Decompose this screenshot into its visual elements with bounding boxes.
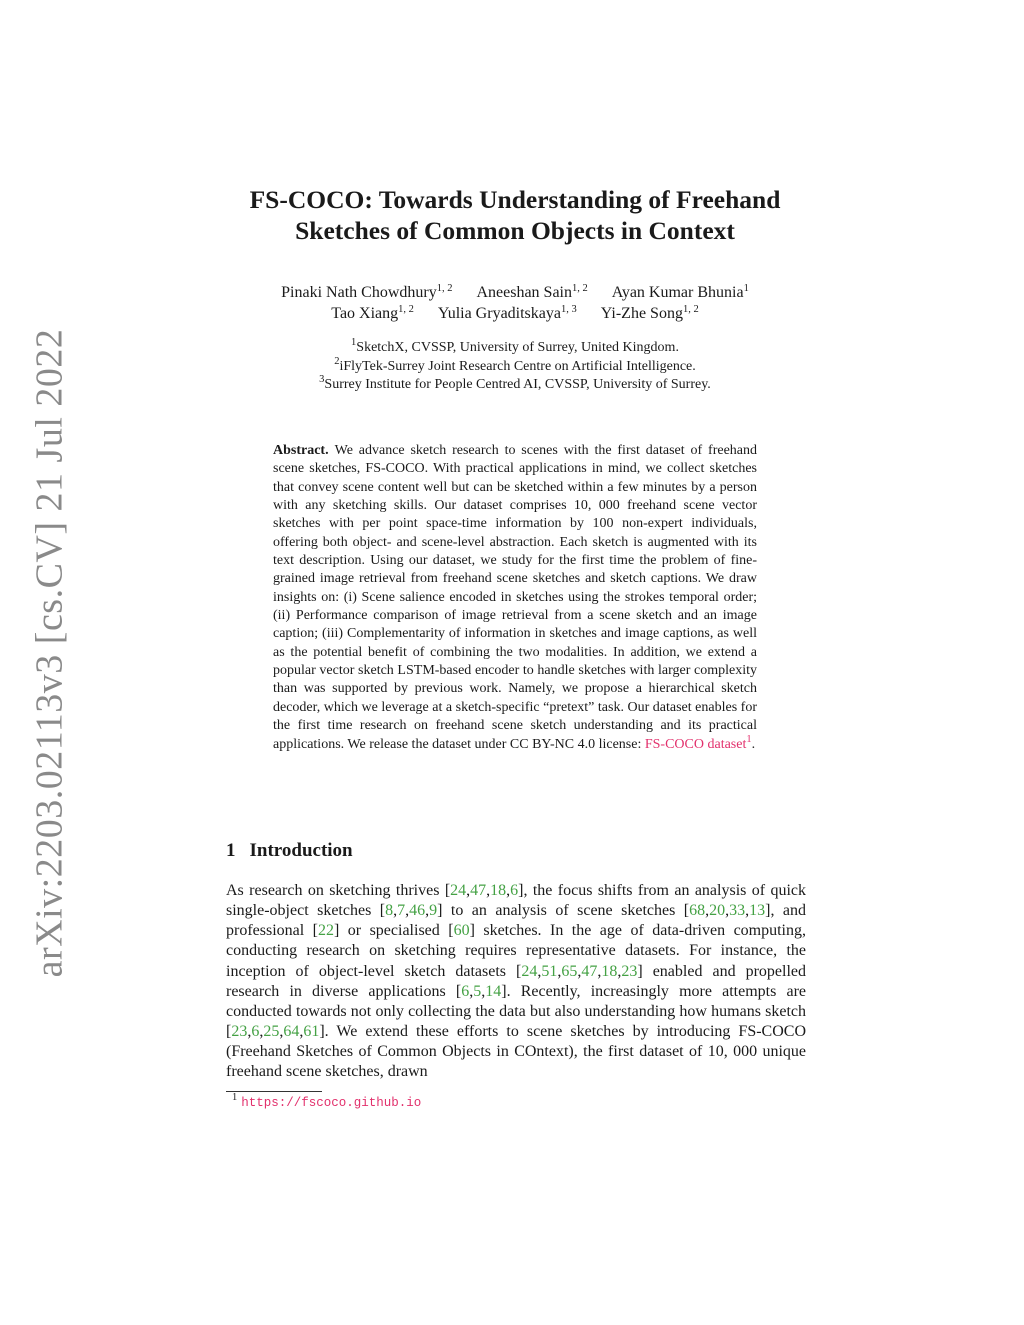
citation-link[interactable]: 46: [409, 902, 426, 920]
section-number: 1: [226, 840, 236, 861]
citation-link[interactable]: 25: [263, 1023, 280, 1041]
citation-group: 24,47,18,6: [450, 882, 519, 899]
citation-link[interactable]: 23: [621, 962, 638, 980]
footnote-url-link[interactable]: https://fscoco.github.io: [241, 1096, 422, 1110]
abstract: Abstract. We advance sketch research to scenes with the first dataset of freehand scene sketches, FS-COCO. With practical applications in mind, we collect sketches that convey scene content well but can be sketched within a few minutes by a person with any sketching skills. Our dataset comprises 10, 000 freehand scene vector sketches with per point space-time information by 100 non-expert individuals, offering both object- and scene-level abstraction. Each sketch is augmented with its text description. Using our dataset, we study for the first time the problem of fine-grained image retrieval from freehand scene sketches and sketch captions. We draw insights on: (i) Scene salience encoded in sketches using the strokes temporal order; (ii) Performance comparison of image retrieval from a scene sketch and an image caption; (iii) Complementarity of information in sketches and image captions, as well as the potential benefit of combining the two modalities. In addition, we extend a popular vector sketch LSTM-based encoder to handle sketches with larger complexity than was supported by previous work. Namely, we propose a hierarchical sketch decoder, which we leverage at a sketch-specific “pretext” task. Our dataset enables for the first time research on freehand scene sketch understanding and its practical applications. We release the dataset under CC BY-NC 4.0 license: FS-COCO dataset$^1$.: [273, 443, 757, 752]
author-list: [180, 282, 850, 324]
citation-link[interactable]: 18: [490, 882, 507, 899]
citation-group: 68,20,33,13: [689, 902, 766, 920]
section-heading-introduction: [226, 840, 353, 862]
citation-group: 6,5,14: [461, 982, 502, 1000]
section-title: Introduction: [249, 840, 353, 861]
citation-link[interactable]: 7: [397, 902, 406, 920]
arxiv-identifier-stamp: [28, 328, 71, 978]
citation-link[interactable]: 22: [318, 922, 334, 940]
footnote-number: 1: [232, 1092, 238, 1103]
citation-link[interactable]: 51: [541, 962, 558, 980]
affiliation-list: [180, 339, 850, 395]
citation-group: [318, 922, 334, 939]
citation-link[interactable]: 13: [749, 902, 766, 920]
citation-group: [454, 922, 470, 939]
footnote: [232, 1092, 422, 1110]
citation-link[interactable]: 23: [231, 1023, 248, 1041]
citation-link[interactable]: 68: [689, 902, 706, 920]
abstract-body: We advance sketch research to scenes with the first dataset of freehand scene sketches, FS-COCO. With practical applications in mind, we collect sketches that convey scene content well but can be sketched within a few minutes by a person with any sketching skills. Our dataset comprises 10, 000 freehand scene vector sketches with per point space-time information by 100 non-expert individuals, offering both object- and scene-level abstraction. Each sketch is augmented with its text description. Using our dataset, we study for the first time the problem of fine-grained image retrieval from freehand scene sketches and sketch captions. We draw insights on: (i) Scene salience encoded in sketches using the strokes temporal order; (ii) Performance comparison of image retrieval from a scene sketch and an image caption; (iii) Complementarity of information in sketches and image captions, as well as the potential benefit of combining the two modalities. In addition, we extend a popular vector sketch LSTM-based encoder to handle sketches with larger complexity than was supported by previous work. Namely, we propose a hierarchical sketch decoder, which we leverage at a sketch-specific “pretext” task. Our dataset enables for the first time research on freehand scene sketch understanding and its practical applications. We release the dataset under CC BY-NC 4.0 license:: [273, 443, 757, 752]
affiliation: $^2$iFlyTek-Surrey Joint Research Centre on Artificial Intelligence.: [334, 355, 696, 374]
affiliation: $^1$SketchX, CVSSP, University of Surrey, United Kingdom.: [351, 337, 679, 355]
citation-link[interactable]: 65: [561, 962, 578, 980]
citation-link[interactable]: 33: [729, 902, 746, 920]
citation-link[interactable]: 18: [601, 962, 618, 980]
citation-link[interactable]: 14: [485, 982, 502, 1000]
citation-link[interactable]: 8: [385, 902, 394, 920]
citation-link[interactable]: 9: [429, 902, 438, 920]
citation-link[interactable]: 61: [303, 1023, 320, 1041]
author: Tao Xiang$^{1, 2}$: [331, 304, 414, 322]
citation-link[interactable]: 47: [470, 882, 487, 899]
citation-link[interactable]: 6: [461, 982, 470, 1000]
introduction-paragraph: As research on sketching thrives [24,47,18,6], the focus shifts from an analysis of quick single-object sketches [8,7,46,9] to an analysis of scene sketches [68,20,33,13], and professional [22] or specialised [60] sketches. In the age of data-driven computing, conducting research on sketching requires representative datasets. For instance, the inception of object-level sketch datasets [24,51,65,47,18,23] enabled and propelled research in diverse applications [6,5,14]. Recently, increasingly more attempts are conducted towards not only collecting the data but also understanding how humans sketch [23,6,25,64,61]. We extend these efforts to scene sketches by introducing FS-COCO (Freehand Sketches of Common Objects in COntext), the first dataset of 10, 000 unique freehand scene sketches, drawn: [226, 882, 807, 1081]
abstract-heading: Abstract.: [273, 443, 329, 458]
citation-link[interactable]: 6: [510, 882, 519, 899]
citation-link[interactable]: 47: [581, 962, 598, 980]
citation-link[interactable]: 24: [450, 882, 467, 899]
citation-link[interactable]: 64: [283, 1023, 300, 1041]
citation-link[interactable]: 6: [251, 1023, 260, 1041]
author: Aneeshan Sain$^{1, 2}$: [476, 283, 588, 301]
author: Ayan Kumar Bhunia$^1$: [611, 283, 749, 301]
citation-link[interactable]: 5: [473, 982, 482, 1000]
affiliation: $^3$Surrey Institute for People Centred AI, CVSSP, University of Surrey.: [319, 374, 711, 393]
citation-group: 23,6,25,64,61: [231, 1023, 320, 1041]
citation-group: 8,7,46,9: [385, 902, 438, 920]
footnote-marker[interactable]: 1: [746, 733, 752, 745]
author: Yi-Zhe Song$^{1, 2}$: [600, 304, 699, 322]
citation-link[interactable]: 60: [453, 922, 470, 940]
citation-link[interactable]: 24: [521, 962, 538, 980]
paper-title: [180, 184, 850, 246]
dataset-link[interactable]: FS-COCO dataset: [644, 736, 747, 752]
paper-title-line-1: FS-COCO: Towards Understanding of Freehand: [249, 185, 781, 214]
citation-group: 24,51,65,47,18,23: [521, 962, 638, 980]
arxiv-identifier-text: arXiv:2203.02113v3 [cs.CV] 21 Jul 2022: [28, 328, 71, 978]
author: Pinaki Nath Chowdhury$^{1, 2}$: [281, 283, 453, 301]
citation-link[interactable]: 20: [709, 902, 726, 920]
paper-title-line-2: Sketches of Common Objects in Context: [295, 216, 735, 245]
author: Yulia Gryaditskaya$^{1, 3}$: [437, 304, 577, 322]
footnote-rule: [226, 1091, 322, 1092]
